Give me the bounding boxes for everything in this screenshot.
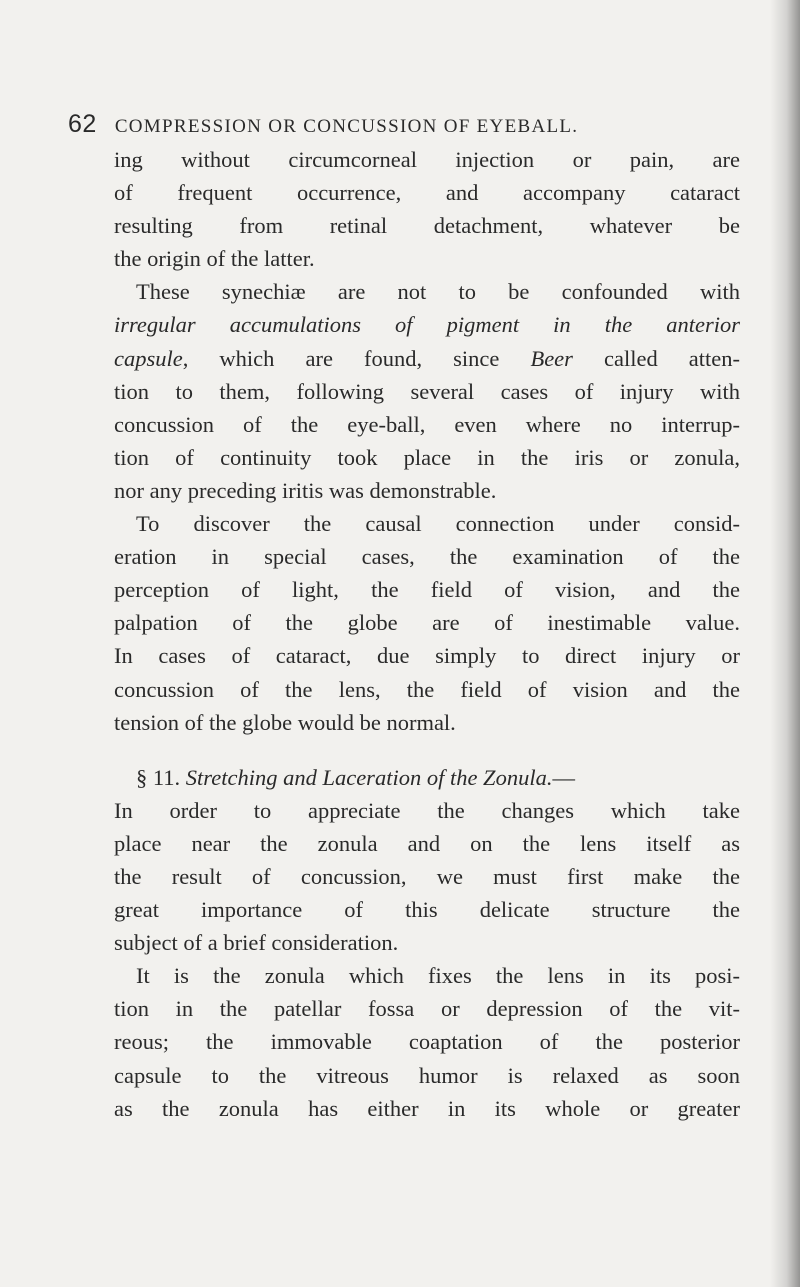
text-line: concussion of the eye-ball, even where no interrup-: [114, 411, 740, 437]
text-line: of frequent occurrence, and accompany cataract: [114, 180, 740, 206]
text-fragment: , which are found, since: [182, 345, 531, 371]
section-gap: [114, 739, 740, 761]
text-line-italic: [114, 308, 740, 341]
section-number: § 11.: [136, 764, 181, 790]
running-title: COMPRESSION OR CONCUSSION OF EYEBALL.: [114, 116, 579, 137]
text-line: These synechiæ are not to be confounded with: [136, 279, 740, 305]
page-edge-shadow: [770, 0, 800, 1287]
italic-name: Beer: [530, 345, 573, 371]
body-text: [114, 143, 740, 1125]
text-line: capsule to the vitreous humor is relaxed as soon: [114, 1062, 740, 1088]
page-number: 62: [68, 110, 97, 138]
text-line: tion in the patellar fossa or depression of the vit-: [114, 996, 740, 1022]
text-line: nor any preceding iritis was demonstrable.: [114, 477, 497, 503]
running-head: [68, 110, 578, 139]
em-dash: —: [552, 764, 575, 790]
text-line: the origin of the latter.: [114, 246, 315, 272]
text-line: as the zonula has either in its whole or greater: [114, 1095, 740, 1121]
text-line: great importance of this delicate structure the: [114, 897, 740, 923]
text-line: To discover the causal connection under consid-: [136, 511, 740, 537]
text-line: tion of continuity took place in the iris or zonula,: [114, 444, 740, 470]
text-fragment: called atten-: [572, 345, 740, 371]
section-heading: [114, 761, 740, 794]
text-line: tension of the globe would be normal.: [114, 709, 456, 735]
italic-phrase: irregular accumulations of pigment in the anterior: [114, 312, 740, 338]
text-line: [114, 342, 740, 375]
text-line: the result of concussion, we must first make the: [114, 863, 740, 889]
text-line: place near the zonula and on the lens itself as: [114, 830, 740, 856]
text-line: In order to appreciate the changes which take: [114, 797, 740, 823]
text-line: reous; the immovable coaptation of the posterior: [114, 1029, 740, 1055]
text-line: subject of a brief consideration.: [114, 930, 399, 956]
text-line: In cases of cataract, due simply to direct injury or: [114, 643, 740, 669]
text-line: palpation of the globe are of inestimable value.: [114, 610, 740, 636]
text-line: concussion of the lens, the field of vision and the: [114, 676, 740, 702]
text-line: It is the zonula which fixes the lens in its posi-: [136, 963, 740, 989]
text-line: resulting from retinal detachment, whatever be: [114, 213, 740, 239]
text-line: eration in special cases, the examination of the: [114, 544, 740, 570]
text-line: tion to them, following several cases of injury with: [114, 378, 740, 404]
text-line: ing without circumcorneal injection or pain, are: [114, 147, 740, 172]
italic-word: capsule: [114, 345, 183, 371]
text-line: perception of light, the field of vision, and the: [114, 577, 740, 603]
section-title: Stretching and Laceration of the Zonula.: [185, 764, 553, 790]
